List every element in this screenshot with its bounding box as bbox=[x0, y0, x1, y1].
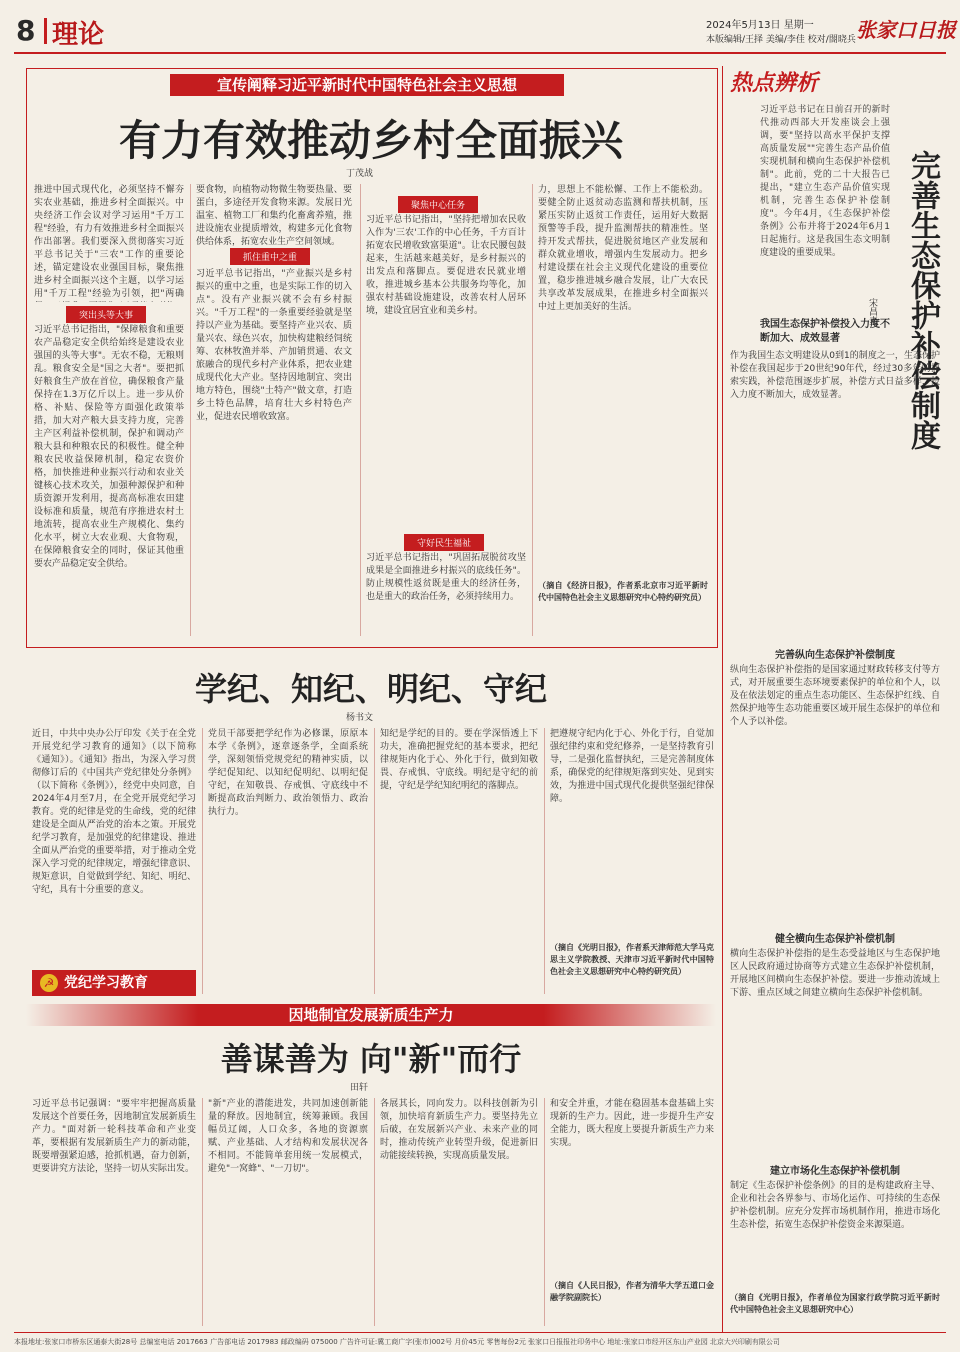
masthead-divider bbox=[44, 18, 47, 44]
col-rule bbox=[544, 728, 545, 994]
article4-p3: 横向生态保护补偿指的是生态受益地区与生态保护地区人民政府通过协商等方式建立生态保护补偿机制，开展地区间横向生态保护补偿。要进一步推动流域上下游、重点区域之间建立横向生态保护补偿机制。 bbox=[730, 949, 940, 998]
article4-subhead-1: 我国生态保护补偿投入力度不断加大、成效显著 bbox=[760, 319, 890, 344]
party-banner-label: 党纪学习教育 bbox=[64, 975, 148, 991]
footer-info: 本报地址:张家口市桥东区通泰大街28号 总编室电话 2017663 广告部电话 2017983 邮政编码 075000 广告许可证:冀工商广字(张市)002号 月价45元 零售每份2元 张家口日报报社印务中心 地址:张家口市经开区东山产业园 北京大兴印刷有限公司 bbox=[14, 1338, 780, 1346]
subhead-3: 聚焦中心任务 bbox=[398, 196, 478, 213]
hot-analysis-text: 热点辨析 bbox=[730, 70, 819, 96]
article4-title: 完善生态保护补偿制度 bbox=[905, 150, 940, 450]
article3-col4: 和安全并重，才能在稳固基本盘基础上实现新的生产力。因此，进一步提升生产安全能力，既大程度上要提升新质生产力来实现。 bbox=[550, 1099, 714, 1148]
col-rule bbox=[190, 184, 191, 636]
banner-xuanchuan bbox=[170, 74, 564, 96]
article3-title: 善谋善为 向"新"而行 bbox=[220, 1040, 522, 1078]
new-productivity-banner bbox=[26, 1004, 716, 1026]
article2-col4: 把遵规守纪内化于心、外化于行，自觉加强纪律约束和党纪修养，一是坚持教育引导，二是强化监督执纪，三是完善制度体系，确保党的纪律规矩落到实处、见到实效，为推进中国式现代化提供坚强纪律保障。 bbox=[550, 729, 714, 804]
party-emblem-icon: ☭ bbox=[40, 974, 58, 992]
masthead bbox=[0, 0, 960, 58]
col-rule bbox=[202, 1098, 203, 1326]
article2-author: 杨书文 bbox=[346, 713, 374, 723]
article3-col1: 习近平总书记强调："要牢牢把握高质量发展这个首要任务，因地制宜发展新质生产力。"面对新一轮科技革命和产业变革，要根据有发展新质生产力的新动能，既要增强紧迫感，抢抓机遇，奋力创新，更要讲究方法论，坚持一切从实际出发。 bbox=[32, 1099, 196, 1174]
article4-subhead-3: 健全横向生态保护补偿机制 bbox=[775, 934, 895, 945]
col-rule bbox=[532, 184, 533, 636]
section-title: 理论 bbox=[52, 20, 105, 50]
article2-col3: 知纪是学纪的目的。要在学深悟透上下功夫，准确把握党纪的基本要求，把纪律规矩内化于心、外化于行，做到知敬畏、存戒惧、守底线。明纪是守纪的前提，守纪是学纪知纪明纪的落脚点。 bbox=[380, 729, 538, 791]
article1-author: 丁茂战 bbox=[346, 169, 374, 179]
col-rule bbox=[544, 1098, 545, 1326]
article4-subhead-2: 完善纵向生态保护补偿制度 bbox=[775, 650, 895, 661]
article1-col4: 力，思想上不能松懈、工作上不能松劲。要健全防止返贫动态监测和帮扶机制，压紧压实防止返贫工作责任，运用好大数据预警等手段，提升监测帮扶的精准性。坚持开发式帮扶，促进脱贫地区产业发展和群众就业增收，增强内生发展动力。把乡村建设摆在社会主义现代化建设的重要位置，稳步推进城乡融合发展，让广大农民共享改革发展成果，在推进乡村全面振兴中过上更加美好的生活。 bbox=[538, 185, 708, 312]
article4-lead: 习近平总书记在日前召开的新时代推动西部大开发座谈会上强调，要"坚持以高水平保护支撑高质量发展""完善生态产品价值实现机制和横向生态保护补偿机制"。此前，党的二十大报告已提出，"建立生态产品价值实现机制，完善生态保护补偿制度"。今年4月，《生态保护补偿条例》公布并将于2024年6月1日起施行。这是我国生态文明制度建设的重要成果。 bbox=[760, 105, 890, 258]
article1-title: 有力有效推动乡村全面振兴 bbox=[118, 116, 623, 165]
subhead-2: 抓住重中之重 bbox=[230, 248, 310, 265]
article3-source: （摘自《人民日报》，作者为清华大学五道口金融学院副院长） bbox=[550, 1281, 714, 1302]
subhead-4: 守好民生福祉 bbox=[404, 534, 484, 551]
article1-col3b: 习近平总书记指出，"巩固拓展脱贫攻坚成果是全面推进乡村振兴的底线任务"。防止规模性返贫既是重大的经济任务，也是重大的政治任务，必须持续用力。 bbox=[366, 553, 526, 602]
article3-author: 田轩 bbox=[350, 1083, 369, 1093]
article2-title: 学纪、知纪、明纪、守纪 bbox=[194, 670, 547, 708]
article1-col1: 推进中国式现代化，必须坚持不懈夯实农业基础，推进乡村全面振兴。中央经济工作会议对学习运用"千万工程"经验，有力有效推进乡村全面振兴作出部署。我们要深入贯彻落实习近平总书记关于"三农"工作的重要论述，锚定建设农业强国目标，聚焦推进乡村全面振兴这个主题，以学习运用"千万工程"经验为引领，把"两确 bbox=[34, 185, 184, 299]
article4-p4: 制定《生态保护补偿条例》的目的是构建政府主导、企业和社会各界参与、市场化运作、可持续的生态保护补偿机制。应充分发挥市场机制作用，推进市场化生态补偿，拓宽生态保护补偿资金来源渠道。 bbox=[730, 1181, 940, 1230]
article3-col2: "新"产业的潜能进发，共同加速创新能量的释放。因地制宜，统筹兼顾。我国幅员辽阔，人口众多，各地的资源禀赋、产业基础、人才结构和发展状况各不相同。不能简单套用统一发展模式，避免"一窝蜂"、"一刀切"。 bbox=[208, 1099, 368, 1174]
right-column-rule bbox=[722, 66, 723, 1332]
editors-line: 本版编辑/王择 美编/李佳 校对/閤晓兵 bbox=[706, 35, 856, 45]
article4-p2: 纵向生态保护补偿指的是国家通过财政转移支付等方式，对开展重要生态环境要素保护的单位和个人，以及在依法划定的重点生态功能区、生态保护红线、自然保护地等生态功能重要区域开展生态保护的单位和个人予以补偿。 bbox=[730, 665, 940, 727]
page-number: 8 bbox=[16, 14, 36, 47]
article1-col2b: 习近平总书记指出，"产业振兴是乡村振兴的重中之重，也是实际工作的切入点"。没有产业振兴就不会有乡村振兴。"千万工程"的一条重要经验就是坚持以产业为基础。要坚持产业兴农、质量兴农、绿色兴农，加快构建粮经饲统筹、农林牧渔并举、产加销贯通、农文旅融合的现代乡村产业体系，把农业建成现代化大产业。坚持因地制宜、突出地方特色，围绕"土特产"做文章，打造乡土特色品牌，培育壮大乡村特色产业，促进农民增收致富。 bbox=[196, 269, 352, 422]
col-rule bbox=[374, 1098, 375, 1326]
paper-logo: 张家口日报 bbox=[856, 18, 956, 42]
article1-col2: 要食物，向植物动物微生物要热量、要蛋白，多途径开发食物来源。发展日光温室、植物工厂和集约化畜禽养殖，推进设施农业提质增效，构建多元化食物供给体系，拓宽农业生产空间领域。 bbox=[196, 185, 352, 247]
article2-source: （摘自《光明日报》，作者系天津师范大学马克思主义学院教授、天津市习近平新时代中国特色社会主义思想研究中心特约研究员） bbox=[550, 943, 714, 976]
banner-text: 因地制宜发展新质生产力 bbox=[288, 1006, 454, 1024]
col-rule bbox=[374, 728, 375, 994]
article2-col1: 近日，中共中央办公厅印发《关于在全党开展党纪学习教育的通知》（以下简称《通知》）。《通知》指出，为深入学习贯彻修订后的《中国共产党纪律处分条例》（以下简称《条例》），经党中央同意，自2024年4月至7月，在全党开展党纪学习教育。党的纪律是党的生命线，党的纪律建设是全面从严治党的治本之策。开展党纪学习教育，是加强党的纪律建设、推进全面从严治党的重要举措，对于推动全党深入学习党的纪律规定，增强纪律意识、规矩意识，自觉做到学纪、知纪、明纪、守纪，具有十分重要的意义。 bbox=[32, 729, 196, 895]
col-rule bbox=[360, 184, 361, 636]
banner-text: 宣传阐释习近平新时代中国特色社会主义思想 bbox=[216, 76, 517, 94]
article4-subhead-4: 建立市场化生态保护补偿机制 bbox=[770, 1166, 900, 1177]
article4-author: 宋昌素 bbox=[867, 298, 877, 325]
article1-col3: 习近平总书记指出，"坚持把增加农民收入作为'三农'工作的中心任务，千方百计拓宽农民增收致富渠道"。让农民腰包鼓起来，生活越来越美好，是乡村振兴的出发点和落脚点。要促进农民就业增收，推进城乡基本公共服务均等化，加强农村基础设施建设，改善农村人居环境，建设宜居宜业和美乡村。 bbox=[366, 215, 526, 316]
article4-p1: 作为我国生态文明建设从0到1的制度之一，生态保护补偿在我国起步于20世纪90年代，经过30多年的探索实践，补偿范围逐步扩展，补偿方式日益多样，投入力度不断加大，成效显著。 bbox=[730, 351, 940, 400]
article3-col3: 各展其长，同向发力。以科技创新为引领，加快培育新质生产力。要坚持先立后破，在发展新兴产业、未来产业的同时，推动传统产业转型升级，促进新旧动能接续转换，实现高质量发展。 bbox=[380, 1099, 538, 1161]
footer-rule bbox=[14, 1332, 946, 1333]
masthead-rule bbox=[14, 52, 946, 54]
subhead-1: 突出头等大事 bbox=[66, 306, 146, 323]
party-discipline-banner bbox=[32, 970, 196, 996]
article1-col1b: 习近平总书记指出，"保障粮食和重要农产品稳定安全供给始终是建设农业强国的头等大事"。无农不稳，无粮则乱。粮食安全是"国之大者"。要把抓好粮食生产放在首位，确保粮食产量保持在1.3万亿斤以上。进一步从价格、补贴、保险等方面强化政策举措，加大对产粮大县支持力度，完善主产区利益补偿机制，保护和调动产粮大县和种粮农民的积极性。健全种粮农民收益保障机制，稳定农资价格，加快推进种业振兴行动和农业关键核心技术攻关，加强种源保护和种质资源开发利用，提高高标准农田建设标准和质量，规范有序推进农村土地流转，提高农业生产规模化、集约化水平，树立大农业观、大食物观，在保障粮食安全的同时，保证其他重要农产品稳定安全供给。 bbox=[34, 325, 184, 569]
article4-source: （摘自《光明日报》，作者单位为国家行政学院习近平新时代中国特色社会主义思想研究中心） bbox=[730, 1293, 940, 1314]
date-line: 2024年5月13日 星期一 bbox=[706, 20, 814, 31]
hot-analysis-label bbox=[726, 66, 846, 100]
article2-col2: 党员干部要把学纪作为必修课，原原本本学《条例》，逐章逐条学，全面系统学，深刻领悟党规党纪的精神实质，以学纪促知纪、以知纪促明纪、以明纪促守纪，在知敬畏、存戒惧、守底线中不断提高政治判断力、政治领悟力、政治执行力。 bbox=[208, 729, 368, 817]
article1-source: （摘自《经济日报》，作者系北京市习近平新时代中国特色社会主义思想研究中心特约研究员） bbox=[538, 581, 708, 602]
col-rule bbox=[202, 728, 203, 994]
